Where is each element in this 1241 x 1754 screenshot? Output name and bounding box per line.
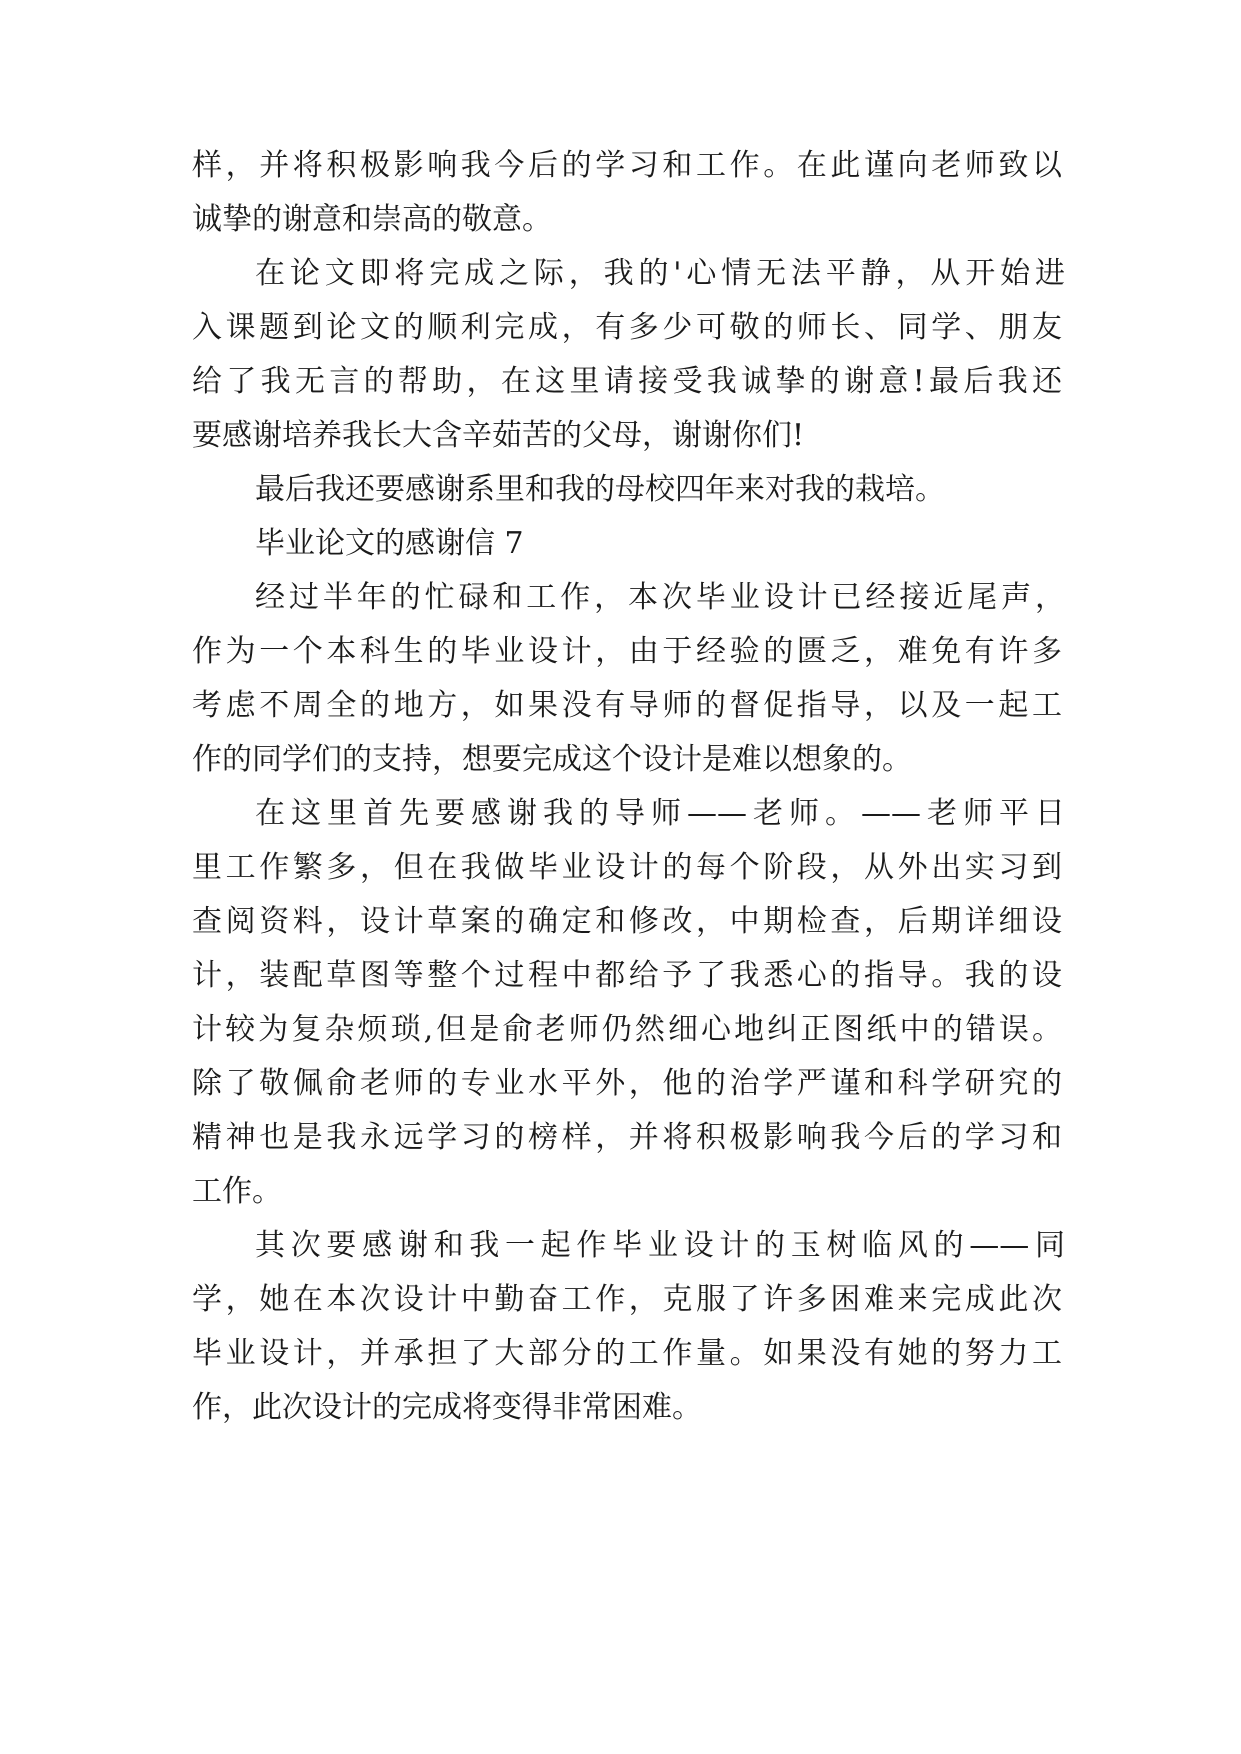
- text-line: 其次要感谢和我一起作毕业设计的玉树临风的——同: [255, 1228, 1065, 1263]
- text-line: 计，装配草图等整个过程中都给予了我悉心的指导。我的设: [192, 958, 1062, 993]
- text-line: 作为一个本科生的毕业设计，由于经验的匮乏，难免有许多: [192, 634, 1062, 669]
- text-line: 最后我还要感谢系里和我的母校四年来对我的栽培。: [255, 472, 945, 507]
- text-line: 作的同学们的支持，想要完成这个设计是难以想象的。: [192, 742, 912, 777]
- text-line: 作，此次设计的完成将变得非常困难。: [192, 1390, 702, 1425]
- text-line: 除了敬佩俞老师的专业水平外，他的治学严谨和科学研究的: [192, 1066, 1062, 1101]
- text-line: 考虑不周全的地方，如果没有导师的督促指导，以及一起工: [192, 688, 1062, 723]
- text-line: 诚挚的谢意和崇高的敬意。: [192, 202, 552, 237]
- text-line: 工作。: [192, 1174, 282, 1209]
- text-line: 毕业设计，并承担了大部分的工作量。如果没有她的努力工: [192, 1336, 1062, 1371]
- text-line: 给了我无言的帮助，在这里请接受我诚挚的谢意!最后我还: [192, 364, 1062, 399]
- text-line: 精神也是我永远学习的榜样，并将积极影响我今后的学习和: [192, 1120, 1062, 1155]
- text-line: 要感谢培养我长大含辛茹苦的父母，谢谢你们!: [192, 418, 805, 453]
- text-line: 在论文即将完成之际，我的'心情无法平静，从开始进: [255, 256, 1065, 291]
- text-line: 入课题到论文的顺利完成，有多少可敬的师长、同学、朋友: [192, 310, 1062, 345]
- text-line: 在这里首先要感谢我的导师——老师。——老师平日: [255, 796, 1065, 831]
- text-line: 里工作繁多，但在我做毕业设计的每个阶段，从外出实习到: [192, 850, 1062, 885]
- text-line: 学，她在本次设计中勤奋工作，克服了许多困难来完成此次: [192, 1282, 1062, 1317]
- section-heading: 毕业论文的感谢信 7: [255, 526, 524, 561]
- text-line: 查阅资料，设计草案的确定和修改，中期检查，后期详细设: [192, 904, 1062, 939]
- text-line: 经过半年的忙碌和工作，本次毕业设计已经接近尾声，: [255, 580, 1065, 615]
- text-line: 计较为复杂烦琐,但是俞老师仍然细心地纠正图纸中的错误。: [192, 1012, 1062, 1047]
- text-line: 样，并将积极影响我今后的学习和工作。在此谨向老师致以: [192, 148, 1062, 183]
